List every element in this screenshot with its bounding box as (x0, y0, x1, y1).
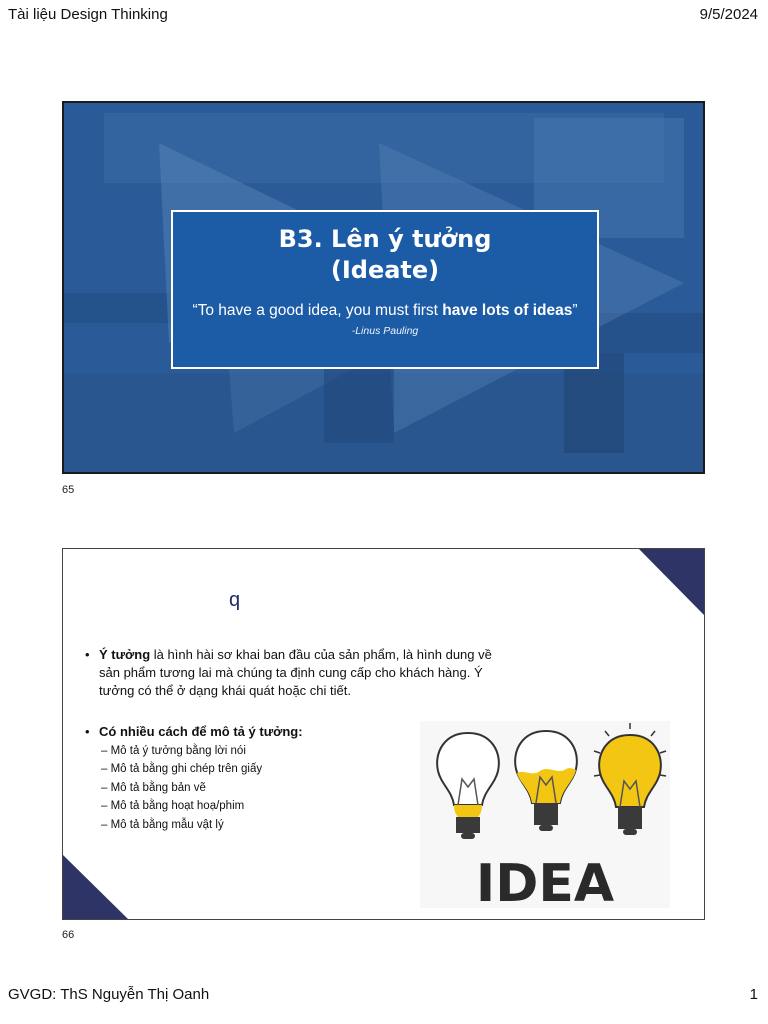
slide-number-66: 66 (62, 929, 75, 941)
quote-close: ” (572, 302, 578, 319)
slide-number-65: 65 (62, 484, 75, 496)
bullet-marker: • (85, 647, 90, 662)
slide-66 (62, 548, 705, 920)
bullet-marker: • (85, 724, 90, 739)
page-number: 1 (749, 986, 758, 1003)
quote-open: “To have a good idea, you must first (192, 302, 443, 319)
method-item: – Mô tả bằng hoạt hoạ/phim (101, 800, 245, 812)
document-date: 9/5/2024 (699, 6, 758, 23)
slide-65 (62, 101, 705, 474)
corner-triangle-top-right (639, 549, 704, 615)
slide-title-line2: (Ideate) (330, 256, 440, 284)
idea-word: IDEA (475, 854, 615, 908)
idea-lightbulbs-image (420, 721, 670, 908)
method-item: – Mô tả bằng ghi chép trên giấy (101, 763, 263, 775)
method-item: – Mô tả bằng bản vẽ (101, 782, 206, 794)
definition-paragraph (85, 646, 505, 700)
methods-heading-text: Có nhiều cách để mô tả ý tưởng: (99, 724, 303, 739)
definition-term: Ý tưởng (99, 647, 151, 662)
definition-text: là hình hài sơ khai ban đầu của sản phẩm, là hình dung về sản phẩm tương lai mà chúng ta định cung cấp cho khách hàng. Ý tưởng có thể ở dạng khái quát hoặc chi tiết. (99, 647, 492, 698)
lightbulbs-illustration (420, 721, 670, 908)
document-title: Tài liệu Design Thinking (8, 6, 168, 23)
quote-author: -Linus Pauling (351, 325, 419, 337)
slide-title-line1: B3. Lên ý tưởng (278, 225, 492, 253)
quote-bold: have lots of ideas (442, 302, 573, 319)
title-box (171, 210, 599, 369)
method-item: – Mô tả bằng mẫu vật lý (101, 819, 224, 831)
methods-heading (85, 724, 303, 739)
slide-heading: q (229, 589, 241, 611)
method-item: – Mô tả ý tưởng bằng lời nói (101, 745, 246, 757)
instructor-name: GVGD: ThS Nguyễn Thị Oanh (8, 986, 210, 1003)
corner-triangle-bottom-left (63, 855, 128, 919)
quote (173, 302, 597, 320)
